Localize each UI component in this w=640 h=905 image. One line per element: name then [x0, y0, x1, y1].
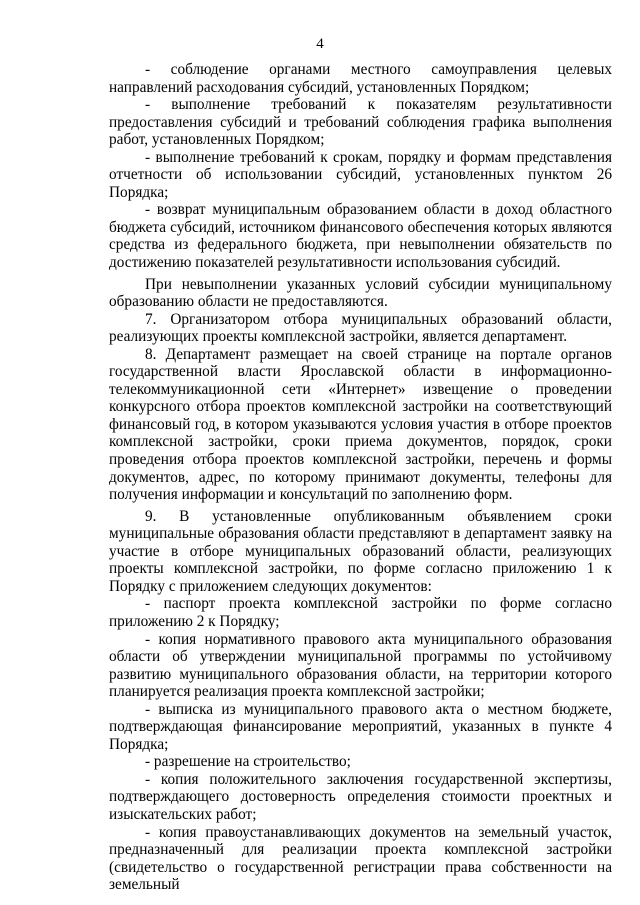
paragraph-item-7: 7. Организатором отбора муниципальных образований области, реализующих проекты комплексной застройки, является департамент.	[109, 310, 612, 346]
list-item-subsidy-return: - возврат муниципальным образованием области в доход областного бюджета субсидий, источником финансового обеспечения которых являются средства из федерального бюджета, при невыполнении обязательств по достижению показателей результативности использования субсидий.	[109, 201, 612, 272]
list-item-reporting-requirements: - выполнение требований к срокам, порядку и формам представления отчетности об использовании субсидий, установленных пунктом 26 Порядка;	[109, 148, 612, 201]
list-item-municipal-act-copy: - копия нормативного правового акта муниципального образования области об утверждении муниципальной программы по устойчивому развитию муниципального образования области, на территории которого планируется реализация проекта комплексной застройки;	[109, 630, 612, 701]
list-item-passport: - паспорт проекта комплексной застройки по форме согласно приложению 2 к Порядку;	[109, 595, 612, 630]
list-item-target-use: - соблюдение органами местного самоуправления целевых направлений расходования субсидий, установленных Порядком;	[109, 61, 612, 96]
list-item-building-permit: - разрешение на строительство;	[145, 753, 351, 771]
list-item-budget-extract: - выписка из муниципального правового акта о местном бюджете, подтверждающая финансирование мероприятий, указанных в пункте 4 Порядка;	[109, 700, 612, 753]
paragraph-item-8: 8. Департамент размещает на своей странице на портале органов государственной власти Ярославской области в информационно-телекоммуникационной сети «Интернет» извещение о проведении конкурсного отбора проектов комплексной застройки на соответствующий финансовый год, в котором указываются условия участия в отборе проектов комплексной застройки, сроки приема документов, порядок, сроки проведения отбора проектов комплексной застройки, перечень и формы документов, адрес, по которому принимают документы, телефоны для получения информации и консультаций по заполнению форм.	[109, 345, 612, 504]
list-item-performance-requirements: - выполнение требований к показателям результативности предоставления субсидий и требований соблюдения графика выполнения работ, установленных Порядком;	[109, 96, 612, 149]
paragraph-non-fulfillment: При невыполнении указанных условий субсидии муниципальному образованию области не предоставляются.	[109, 275, 612, 311]
list-item-expertise-conclusion: - копия положительного заключения государственной экспертизы, подтверждающего достоверность определения стоимости проектных и изыскательских работ;	[109, 770, 612, 823]
list-item-land-documents: - копия правоустанавливающих документов на земельный участок, предназначенный для реализации проекта комплексной застройки (свидетельство о государственной регистрации права собственности на земельный	[109, 823, 612, 894]
paragraph-item-9: 9. В установленные опубликованным объявлением сроки муниципальные образования области представляют в департамент заявку на участие в отборе муниципальных образований области, реализующих проекты комплексной застройки, по форме согласно приложению 1 к Порядку с приложением следующих документов:	[109, 507, 612, 595]
page-number: 4	[316, 36, 324, 52]
document-body	[109, 61, 612, 894]
